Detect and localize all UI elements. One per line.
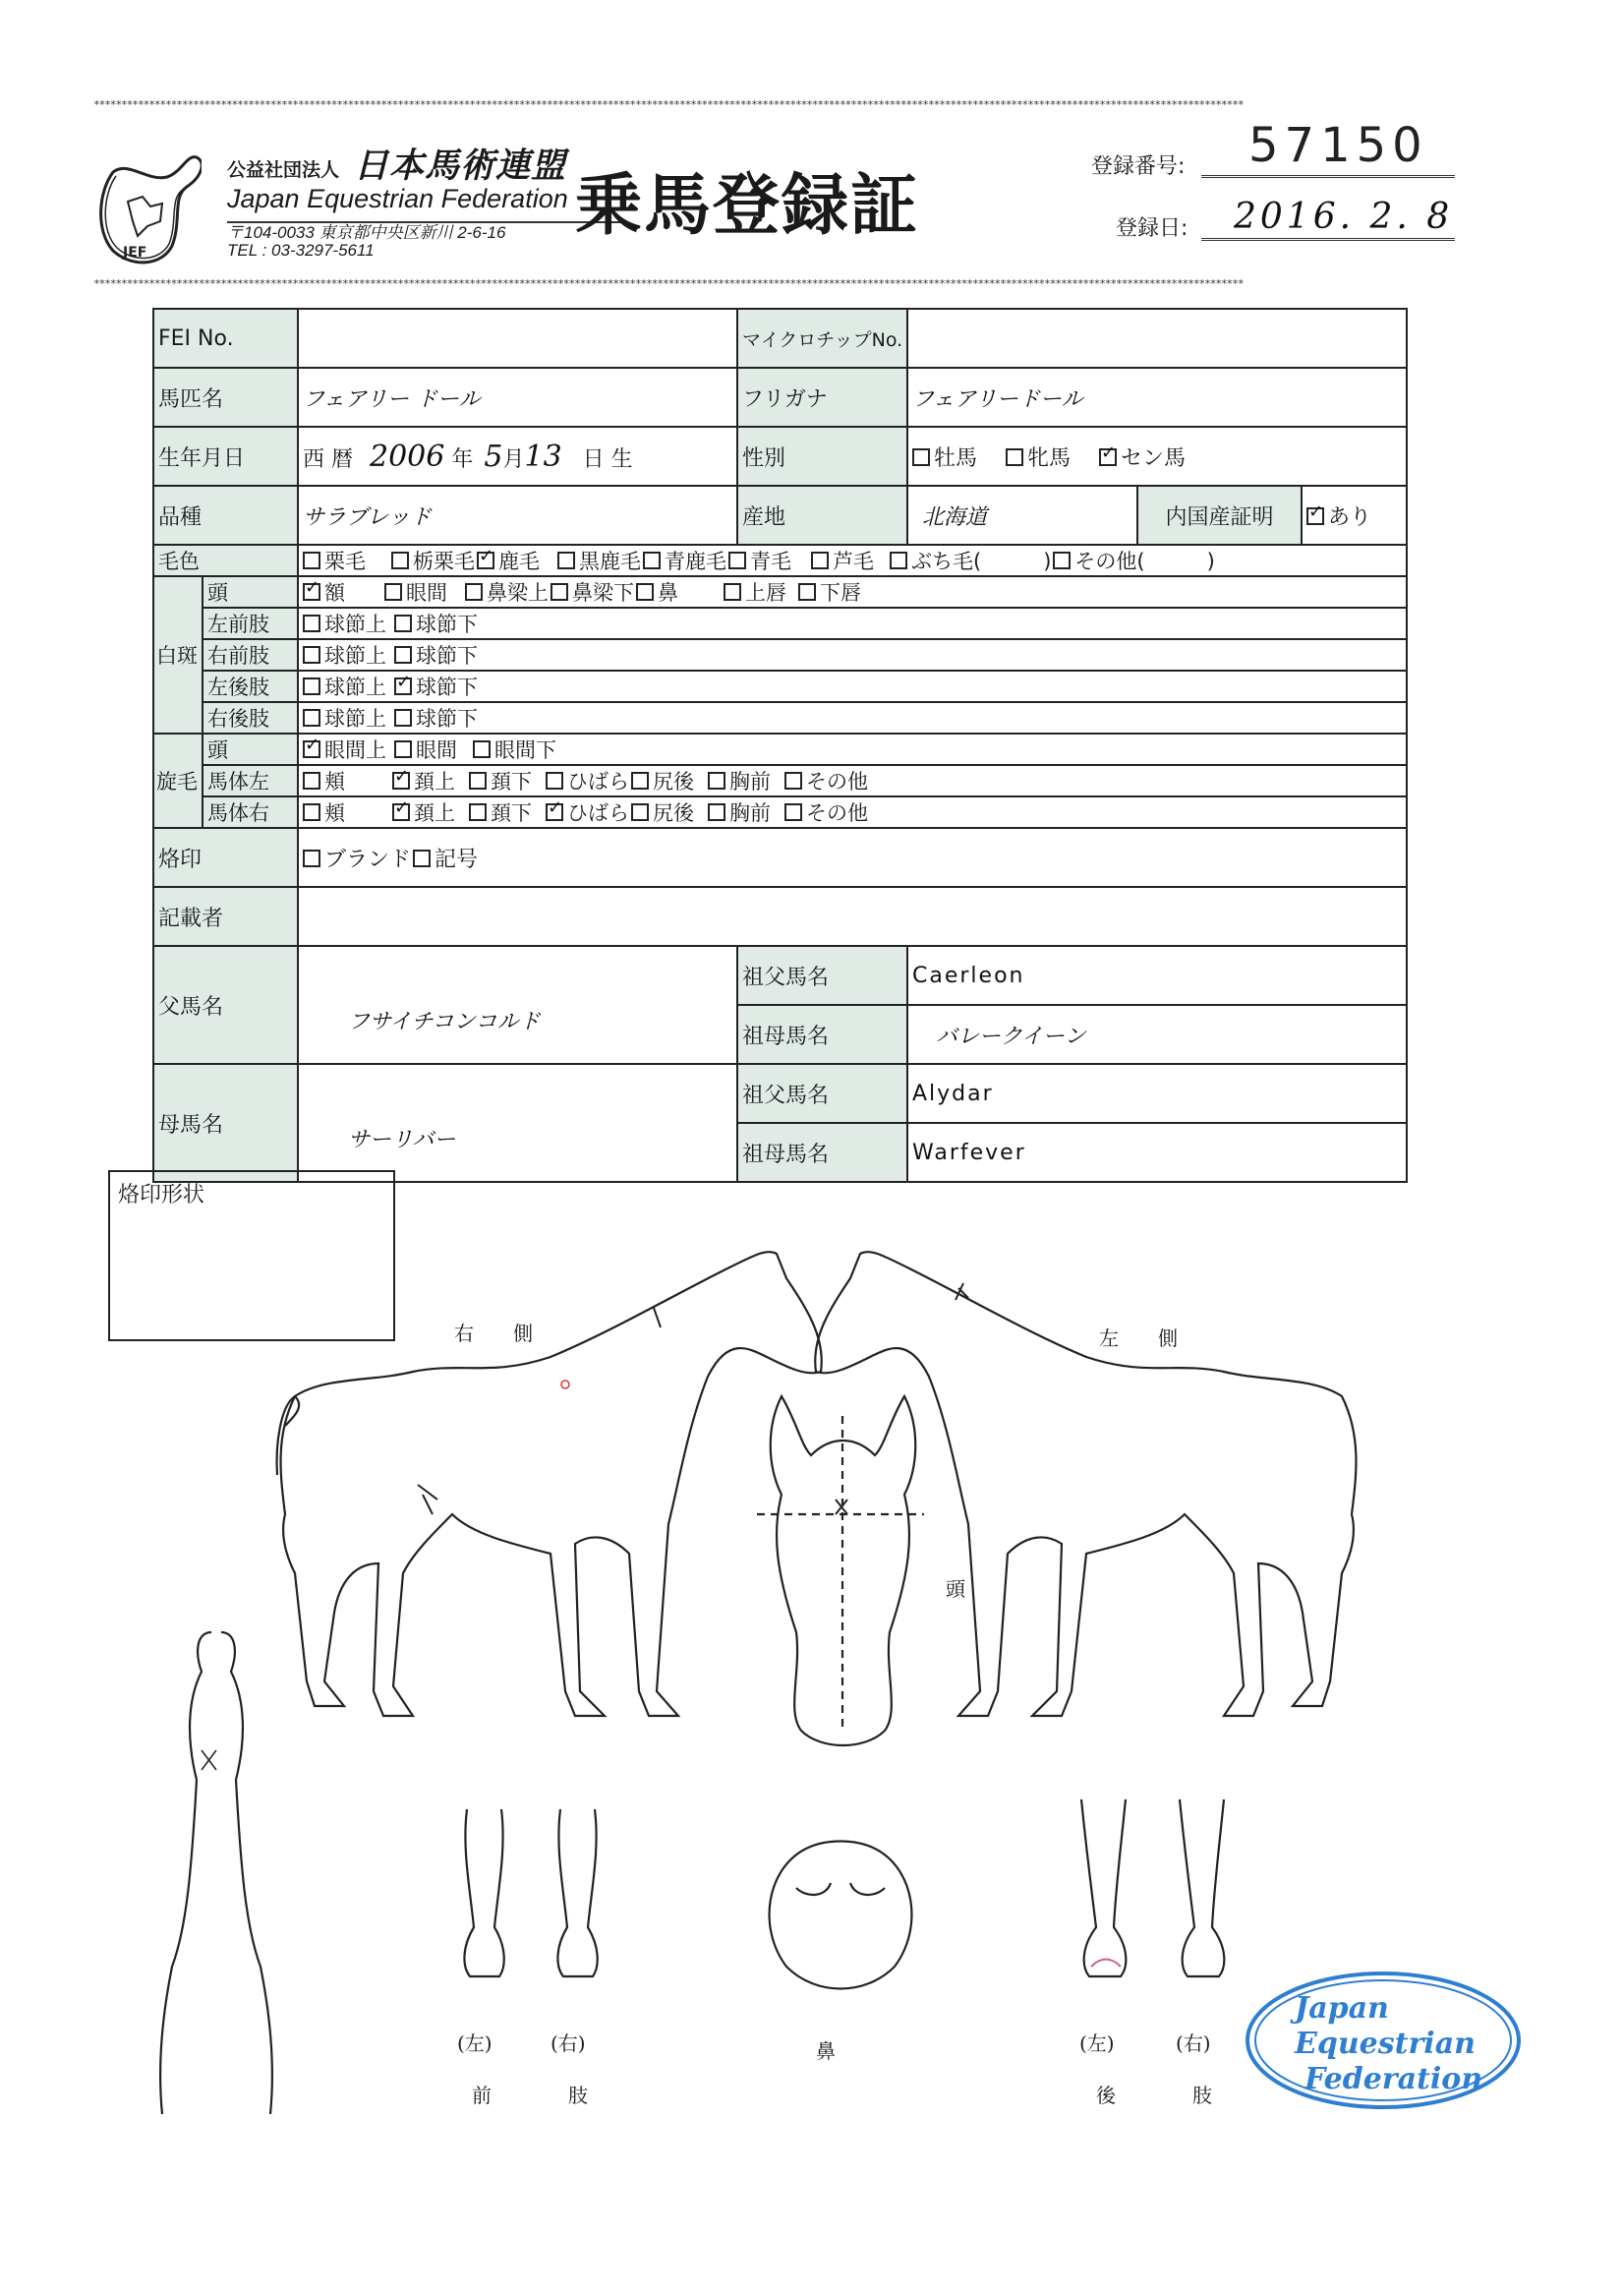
white-lf-above[interactable]: 球節上 (303, 609, 386, 638)
checkbox-icon (303, 772, 320, 790)
domestic-cert-checkbox[interactable]: ✓ あり (1302, 486, 1407, 545)
sire-label: 父馬名 (153, 946, 298, 1064)
white-rh-above[interactable]: 球節上 (303, 703, 386, 733)
row-coat (153, 545, 1407, 576)
horse-nose-icon (770, 1842, 912, 1989)
coat-pinto[interactable]: ぶち毛( ) (890, 546, 1051, 575)
origin-label: 産地 (737, 486, 907, 545)
tel-line: TEL : 03-3297-5611 (227, 241, 375, 260)
checkbox-icon (631, 772, 649, 790)
recorder-field[interactable] (298, 887, 1407, 946)
checkbox-icon (394, 709, 412, 727)
white-left-fore-label: 左前肢 (203, 608, 298, 639)
whorl-between-eyes[interactable]: 眼間 (394, 735, 457, 764)
nose-label: 鼻 (816, 2039, 836, 2063)
checkbox-icon (708, 772, 725, 790)
sex-gelding-checkbox[interactable]: ✓ セン馬 (1099, 442, 1186, 472)
checkbox-checked-icon (392, 772, 410, 790)
whorl-left-cheek[interactable]: 頬 (303, 766, 345, 795)
checkbox-icon (546, 772, 563, 790)
horse-name-label: 馬匹名 (153, 368, 298, 427)
microchip-label: マイクロチップNo. (737, 309, 907, 368)
birth-month-unit: 月 (502, 446, 525, 472)
furigana-field[interactable]: フェアリードール (907, 368, 1407, 427)
reg-number-label: 登録番号: (1091, 154, 1186, 179)
checkbox-icon (1053, 552, 1071, 569)
dam-grandsire-field[interactable]: Alydar (907, 1064, 1407, 1123)
whorl-right-upper-neck[interactable]: ✓ 頚上 (392, 797, 455, 827)
white-lower-lip[interactable]: 下唇 (798, 577, 861, 607)
whorl-above-eyes[interactable]: ✓ 眼間上 (303, 735, 386, 764)
sex-stallion-checkbox[interactable]: 牡馬 (912, 442, 977, 472)
whorl-left-label: 馬体左 (203, 765, 298, 796)
fore-caption-1: 前 (472, 2084, 492, 2107)
brand-label: 烙印 (153, 828, 298, 887)
reg-date-value: 2016. 2. 8 (1234, 197, 1454, 237)
checkbox-icon (890, 552, 907, 569)
horse-top-view-icon (160, 1632, 272, 2114)
svg-text:Japan: Japan (1295, 1991, 1389, 2026)
checkbox-icon (303, 646, 320, 664)
checkbox-checked-icon (303, 583, 320, 601)
whorl-head-label: 頭 (203, 734, 298, 765)
checkbox-icon (394, 740, 412, 758)
checkbox-checked-icon (546, 803, 563, 821)
coat-black[interactable]: 青毛 (728, 546, 791, 575)
checkbox-icon (811, 552, 829, 569)
white-rf-below[interactable]: 球節下 (394, 640, 478, 670)
checkbox-icon (643, 552, 661, 569)
checkbox-icon (912, 448, 930, 466)
row-white-left-hind (153, 671, 1407, 702)
whorl-left-rump[interactable]: 尻後 (631, 766, 694, 795)
star-border-bottom: **************************************************************************************************************************************************************************************************************** (93, 277, 1244, 290)
fore-left-label: (左) (457, 2031, 493, 2055)
svg-text:Federation: Federation (1304, 2062, 1483, 2096)
checkbox-checked-icon (392, 803, 410, 821)
document-title: 乗馬登録証 (575, 167, 920, 245)
sex-mare-checkbox[interactable]: 牝馬 (1006, 442, 1071, 472)
checkbox-icon (413, 850, 431, 867)
whorl-right-cheek[interactable]: 頬 (303, 797, 345, 827)
whorl-left-upper-neck[interactable]: ✓ 頚上 (392, 766, 455, 795)
row-fei (153, 309, 1407, 368)
row-birth (153, 427, 1407, 486)
birth-date-field[interactable] (298, 427, 737, 486)
microchip-field[interactable] (907, 309, 1407, 368)
white-head-label: 頭 (203, 576, 298, 608)
svg-text:Equestrian: Equestrian (1295, 2027, 1476, 2061)
brand-brand-checkbox[interactable]: ブランド (303, 843, 411, 873)
furigana-label: フリガナ (737, 368, 907, 427)
row-horse-name (153, 368, 1407, 427)
origin-field[interactable]: 北海道 (907, 486, 1137, 545)
right-side-label: 右 側 (454, 1322, 533, 1345)
hind-legs-icon (1081, 1799, 1224, 1976)
dam-granddam-field[interactable]: Warfever (907, 1123, 1407, 1182)
checkbox-icon (784, 803, 802, 821)
sire-grandsire-label: 祖父馬名 (737, 946, 907, 1005)
birth-year: 2006 (370, 439, 445, 474)
coat-other[interactable]: その他( ) (1053, 546, 1214, 575)
dam-field[interactable]: サーリバー (298, 1064, 737, 1182)
checkbox-icon (394, 615, 412, 632)
whorl-left-flank[interactable]: ひばら (546, 766, 629, 795)
white-upper-lip[interactable]: 上唇 (724, 577, 786, 607)
domestic-cert-label: 内国産証明 (1137, 486, 1302, 545)
row-whorl-right (153, 796, 1407, 828)
row-white-right-hind (153, 702, 1407, 734)
checkbox-icon (551, 583, 568, 601)
checkbox-checked-icon (1099, 448, 1117, 466)
horse-name-field[interactable]: フェアリー ドール (298, 368, 737, 427)
white-between-eyes[interactable]: 眼間 (384, 577, 447, 607)
checkbox-icon (303, 677, 320, 695)
coat-dark-bay[interactable]: 黒鹿毛 (557, 546, 641, 575)
white-head-options (298, 576, 1407, 608)
checkbox-icon (469, 772, 487, 790)
checkbox-checked-icon (477, 552, 494, 569)
sex-options (907, 427, 1407, 486)
hind-caption-2: 肢 (1192, 2084, 1212, 2107)
checkbox-checked-icon (303, 740, 320, 758)
recorder-label: 記載者 (153, 887, 298, 946)
sire-granddam-label: 祖母馬名 (737, 1005, 907, 1064)
checkbox-icon (728, 552, 746, 569)
fore-caption-2: 肢 (568, 2084, 588, 2107)
white-lh-above[interactable]: 球節上 (303, 672, 386, 701)
birth-day: 13 (524, 439, 562, 474)
checkbox-icon (303, 709, 320, 727)
whorl-left-other[interactable]: その他 (784, 766, 868, 795)
registration-form (152, 308, 1408, 1183)
hind-right-label: (右) (1176, 2031, 1211, 2055)
star-border-top: **************************************************************************************************************************************************************************************************************** (93, 98, 1244, 111)
head-label: 頭 (946, 1577, 965, 1601)
checkbox-checked-icon (394, 677, 412, 695)
checkbox-icon (636, 583, 654, 601)
reg-number-value: 57150 (1248, 118, 1428, 173)
checkbox-checked-icon (1306, 507, 1324, 525)
birth-day-unit: 日 生 (582, 446, 633, 472)
whorl-left-lower-neck[interactable]: 頚下 (469, 766, 532, 795)
birth-year-unit: 年 (451, 446, 474, 472)
checkbox-icon (465, 583, 483, 601)
dam-granddam-label: 祖母馬名 (737, 1123, 907, 1182)
fore-legs-icon (464, 1809, 597, 1976)
row-white-right-fore (153, 639, 1407, 671)
hind-caption-1: 後 (1096, 2084, 1116, 2107)
whorl-right-rump[interactable]: 尻後 (631, 797, 694, 827)
fei-no-field[interactable] (298, 309, 737, 368)
coat-dark-chestnut[interactable]: 栃栗毛 (391, 546, 475, 575)
white-lf-below[interactable]: 球節下 (394, 609, 478, 638)
white-right-hind-label: 右後肢 (203, 702, 298, 734)
fore-right-label: (右) (551, 2031, 586, 2055)
row-white-left-fore (153, 608, 1407, 639)
checkbox-icon (394, 646, 412, 664)
svg-text:JEF: JEF (123, 245, 147, 261)
whorl-right-other[interactable]: その他 (784, 797, 868, 827)
horse-left-side-icon (815, 1252, 1356, 1716)
row-breed (153, 486, 1407, 545)
checkbox-icon (303, 850, 320, 867)
whorl-right-chest[interactable]: 胸前 (708, 797, 771, 827)
org-name-en: Japan Equestrian Federation (227, 184, 568, 213)
checkbox-icon (303, 552, 320, 569)
jef-logo-icon (93, 152, 202, 270)
checkbox-icon (631, 803, 649, 821)
row-sire-1 (153, 946, 1407, 1005)
row-white-head (153, 576, 1407, 608)
checkbox-icon (1006, 448, 1023, 466)
coat-grey[interactable]: 芦毛 (811, 546, 874, 575)
checkbox-icon (303, 615, 320, 632)
sex-label: 性別 (737, 427, 907, 486)
coat-options (298, 545, 1407, 576)
checkbox-icon (798, 583, 816, 601)
birth-month: 5 (484, 439, 503, 474)
row-whorl-head (153, 734, 1407, 765)
horse-head-front-icon (757, 1396, 924, 1745)
fei-no-label: FEI No. (153, 309, 298, 368)
jef-stamp-icon (1241, 1967, 1526, 2114)
row-whorl-left (153, 765, 1407, 796)
white-lh-below[interactable]: ✓ 球節下 (394, 672, 478, 701)
dam-grandsire-label: 祖父馬名 (737, 1064, 907, 1123)
reg-date-label: 登録日: (1116, 216, 1188, 241)
white-left-hind-label: 左後肢 (203, 671, 298, 702)
whorl-right-label: 馬体右 (203, 796, 298, 828)
org-prefix: 公益社団法人 (227, 159, 340, 181)
whorl-below-eyes[interactable]: 眼間下 (473, 735, 556, 764)
checkbox-icon (784, 772, 802, 790)
coat-label: 毛色 (153, 545, 298, 576)
breed-label: 品種 (153, 486, 298, 545)
whorls-label: 旋毛 (153, 734, 203, 828)
white-rf-above[interactable]: 球節上 (303, 640, 386, 670)
white-forehead[interactable]: ✓ 額 (303, 577, 345, 607)
brand-shape-label: 烙印形状 (118, 1183, 205, 1207)
address-line: 〒104-0033 東京都中央区新川 2-6-16 (227, 223, 506, 242)
checkbox-icon (708, 803, 725, 821)
org-name-jp: 日本馬術連盟 (354, 147, 567, 186)
left-side-label: 左 側 (1099, 1326, 1178, 1350)
coat-brown[interactable]: 青鹿毛 (643, 546, 726, 575)
checkbox-icon (469, 803, 487, 821)
reg-number-underline (1201, 175, 1455, 178)
sire-field[interactable]: フサイチコンコルド (298, 946, 737, 1064)
row-brand (153, 828, 1407, 887)
coat-bay[interactable]: ✓ 鹿毛 (477, 546, 540, 575)
coat-chestnut[interactable]: 栗毛 (303, 546, 366, 575)
sire-granddam-field[interactable]: バレークイーン (907, 1005, 1407, 1064)
org-address (227, 224, 505, 260)
dam-label: 母馬名 (153, 1064, 298, 1182)
reg-date-underline (1201, 238, 1455, 241)
whorl-right-flank[interactable]: ✓ ひばら (546, 797, 629, 827)
row-dam-1 (153, 1064, 1407, 1123)
breed-field[interactable]: サラブレッド (298, 486, 737, 545)
hind-left-label: (左) (1079, 2031, 1115, 2055)
white-right-fore-label: 右前肢 (203, 639, 298, 671)
white-lower-bridge[interactable]: 鼻梁下 (551, 577, 634, 607)
checkbox-icon (391, 552, 409, 569)
row-recorder (153, 887, 1407, 946)
birth-era: 西 暦 (303, 446, 353, 472)
checkbox-icon (724, 583, 741, 601)
white-rh-below[interactable]: 球節下 (394, 703, 478, 733)
horse-right-side-icon (277, 1252, 822, 1716)
brand-symbol-checkbox[interactable]: 記号 (413, 843, 478, 873)
whorl-left-chest[interactable]: 胸前 (708, 766, 771, 795)
checkbox-icon (473, 740, 491, 758)
sire-grandsire-field[interactable]: Caerleon (907, 946, 1407, 1005)
birth-date-label: 生年月日 (153, 427, 298, 486)
checkbox-icon (557, 552, 575, 569)
whorl-right-lower-neck[interactable]: 頚下 (469, 797, 532, 827)
white-nose[interactable]: 鼻 (636, 577, 678, 607)
white-upper-bridge[interactable]: 鼻梁上 (465, 577, 549, 607)
checkbox-icon (384, 583, 402, 601)
checkbox-icon (303, 803, 320, 821)
white-marks-label: 白斑 (153, 576, 203, 734)
